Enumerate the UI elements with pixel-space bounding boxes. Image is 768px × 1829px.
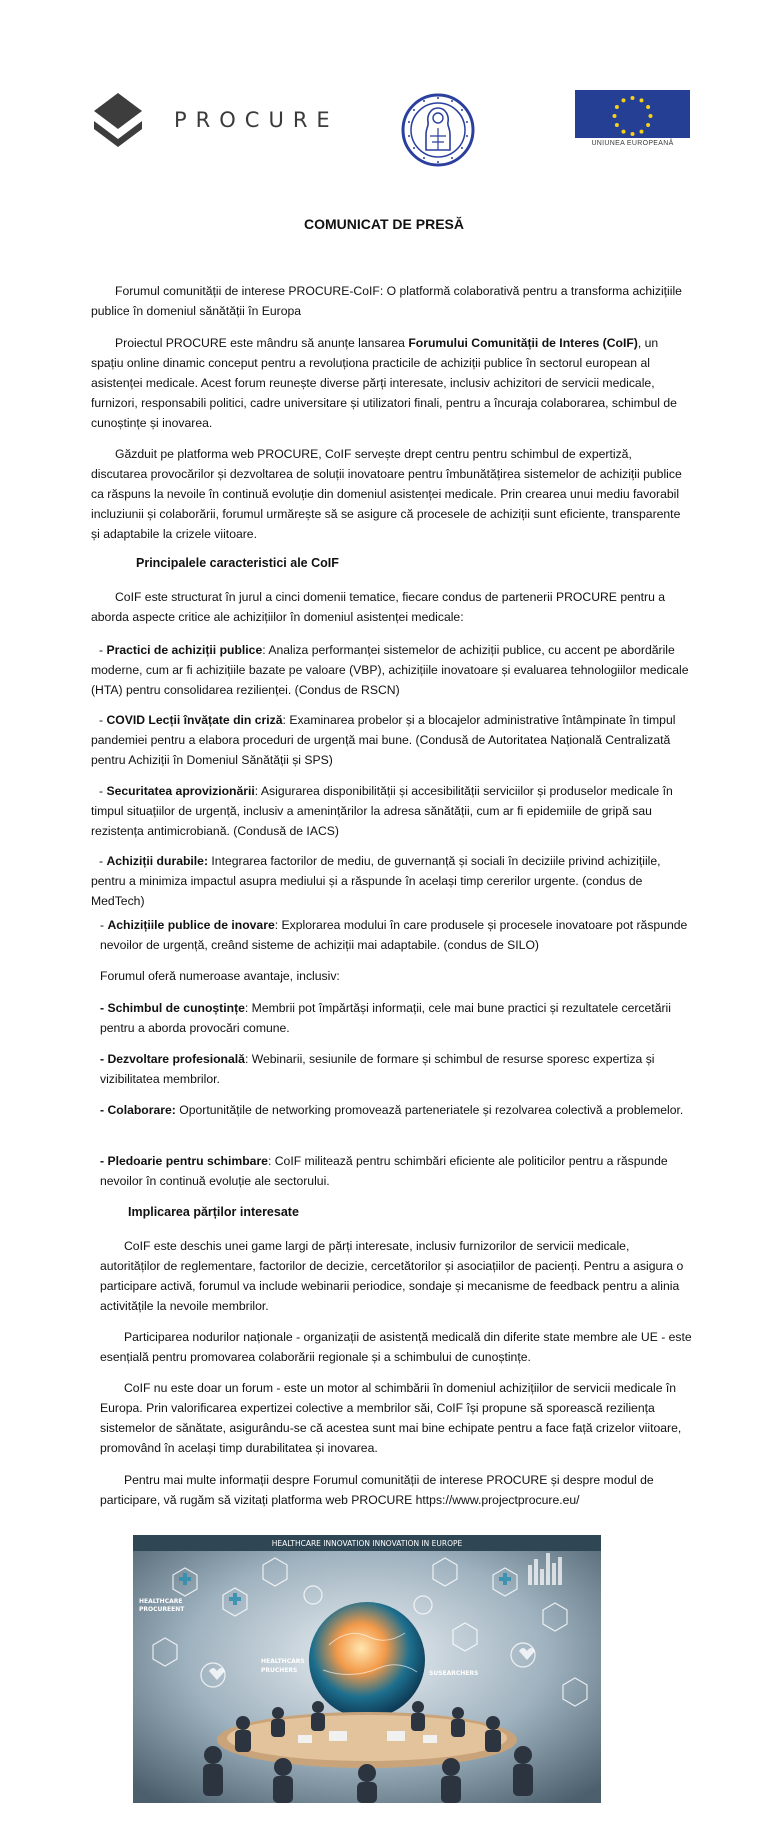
intro-paragraph: Proiectul PROCURE este mândru să anunțe lansarea Forumului Comunității de Interes (CoIF), un spațiu online dinamic conceput pentru a revoluționa practicile de achiziții publice în sectorul european al asistenței medicale. Acest forum reunește diverse părți interesate, inclusiv achizitori de servicii medicale, furnizori, responsabili politici, cadre universitare și utilizatori finali, pentru a încuraja colaborarea, schimbul de cunoștințe și inovarea.: [91, 336, 677, 430]
hero-label: PRUCHERS: [261, 1667, 298, 1674]
eu-caption: UNIUNEA EUROPEANĂ: [591, 140, 674, 147]
advantage-item: - Schimbul de cunoștințe: Membrii pot împărtăși informații, cele mai bune practici și rezultatele cercetării pentru a aborda provocări comune.: [100, 1001, 671, 1035]
hero-banner-text: HEALTHCARE INNOVATION INNOVATION IN EUROPE: [271, 1539, 463, 1548]
platform-paragraph: Găzduit pe platforma web PROCURE, CoIF servește drept centru pentru schimbul de expertiză, discutarea provocărilor și dezvoltarea de soluții inovatoare pentru îmbunătățirea sistemelor de achiziții publice ca răspuns la nevoile în continuă evoluție din domeniul asistenței medicale. Prin crearea unui mediu favorabil incluziunii și colaborării, forumul urmărește să se asigure că procesele de achiziții sunt eficiente, transparente și adaptabile la crizele viitoare.: [91, 447, 682, 541]
domain-item: - Securitatea aprovizionării: Asigurarea disponibilității și accesibilității serviciilor și produselor medicale în timpul situațiilor de urgență, inclusiv a amenințărilor la adresa sănătății, cum ar fi epidemiile de gripă sau rezistența antimicrobiană. (Condusă de IACS): [91, 784, 673, 838]
procure-wordmark: PROCURE: [174, 108, 339, 132]
hero-label: SUSEARCHERS: [429, 1670, 479, 1677]
national-nodes-paragraph: Participarea nodurilor naționale - organizații de asistență medicală din diferite state membre ale UE - este esențială pentru promovarea colaborării regionale și a schimbului de cunoștințe.: [100, 1330, 692, 1364]
hero-illustration: [133, 1535, 601, 1803]
hero-label: PROCUREENT: [139, 1606, 185, 1613]
advantage-item: - Dezvoltare profesională: Webinarii, sesiunile de formare și schimbul de resurse sporesc expertiza și vizibilitatea membrilor.: [100, 1052, 655, 1086]
procure-diamond-icon: [90, 91, 146, 149]
procure-logo: [90, 90, 340, 150]
domain-item: - Achizițiile publice de inovare: Explorarea modului în care produsele și procesele inovatoare pot răspunde nevoilor de urgență, creând sisteme de achiziții mai adaptabile. (condus de SILO): [100, 918, 688, 952]
hospital-seal-logo: [400, 92, 476, 168]
domain-item: - Achiziții durabile: Integrarea factorilor de mediu, de guvernanță și sociali în deciziile privind achizițiile, pentru a minimiza impactul asupra mediului și a răspunde în același timp cererilor urgente. (condus de MedTech): [91, 854, 661, 908]
hero-label: HEALTHCARS: [261, 1658, 305, 1665]
advantages-intro: Forumul oferă numeroase avantaje, inclusiv:: [100, 969, 340, 983]
engine-of-change-paragraph: CoIF nu este doar un forum - este un motor al schimbării în domeniul achizițiilor de servicii medicale în Europa. Prin valorificarea expertizei colective a membrilor săi, CoIF își propune să sporească reziliența sistemelor de sănătate, asigurându-se că acestea sunt mai bine echipate pentru a face față crizelor viitoare, promovând în același timp durabilitatea și inovarea.: [100, 1381, 682, 1455]
more-info-paragraph: Pentru mai multe informații despre Forumul comunității de interese PROCURE și despre modul de participare, vă rugăm să vizitați platforma web PROCURE https://www.projectprocure.eu/: [100, 1473, 654, 1507]
advantage-item: - Colaborare: Oportunitățile de networking promovează parteneriatele și rezolvarea colectivă a problemelor.: [100, 1103, 684, 1117]
page-title: COMUNICAT DE PRESĂ: [304, 216, 464, 232]
healthcare-innovation-image: [133, 1535, 601, 1803]
domain-item: - Practici de achiziții publice: Analiza performanței sistemelor de achiziții publice, cu accent pe abordările moderne, cum ar fi achizițiile bazate pe valoare (VBP), achizițiile inovatoare și evaluarea tehnologiilor medicale (HTA) pentru consolidarea rezilienței. (Condus de RSCN): [91, 643, 689, 697]
subtitle: Forumul comunității de interese PROCURE-CoIF: O platformă colaborativă pentru a transforma achizițiile publice în domeniul sănătății în Europa: [91, 284, 682, 318]
domain-item: - COVID Lecții învățate din criză: Examinarea probelor și a blocajelor administrative întâmpinate în timpul pandemiei pentru a elabora proceduri de urgență mai bune. (Condusă de Autoritatea Națională Centralizată pentru Achiziții în Domeniul Sănătății și SPS): [91, 713, 676, 767]
stakeholders-paragraph: CoIF este deschis unei game largi de părți interesate, inclusiv furnizorilor de servicii medicale, autorităților de reglementare, factorilor de decizie, cercetătorilor și asociațiilor de pacienți. Pentru a asigura o participare activă, forumul va include webinarii periodice, sondaje și mecanisme de feedback pentru a alinia activitățile la nevoile membrilor.: [100, 1239, 684, 1313]
advantage-item: - Pledoarie pentru schimbare: CoIF militează pentru schimbări eficiente ale politicilor pentru a răspunde nevoilor în continuă evoluție ale sectorului.: [100, 1154, 668, 1188]
coif-name: Forumului Comunității de Interes (CoIF): [408, 336, 638, 350]
stakeholders-heading: Implicarea părților interesate: [128, 1205, 299, 1219]
eu-logo: [575, 90, 690, 150]
features-intro: CoIF este structurat în jurul a cinci domenii tematice, fiecare condus de partenerii PROCURE pentru a aborda aspecte critice ale achizițiilor în domeniul asistenței medicale:: [91, 590, 666, 624]
hero-label: HEALTHCARE: [139, 1598, 183, 1605]
eu-flag-icon: [575, 90, 690, 138]
features-heading: Principalele caracteristici ale CoIF: [136, 556, 339, 570]
